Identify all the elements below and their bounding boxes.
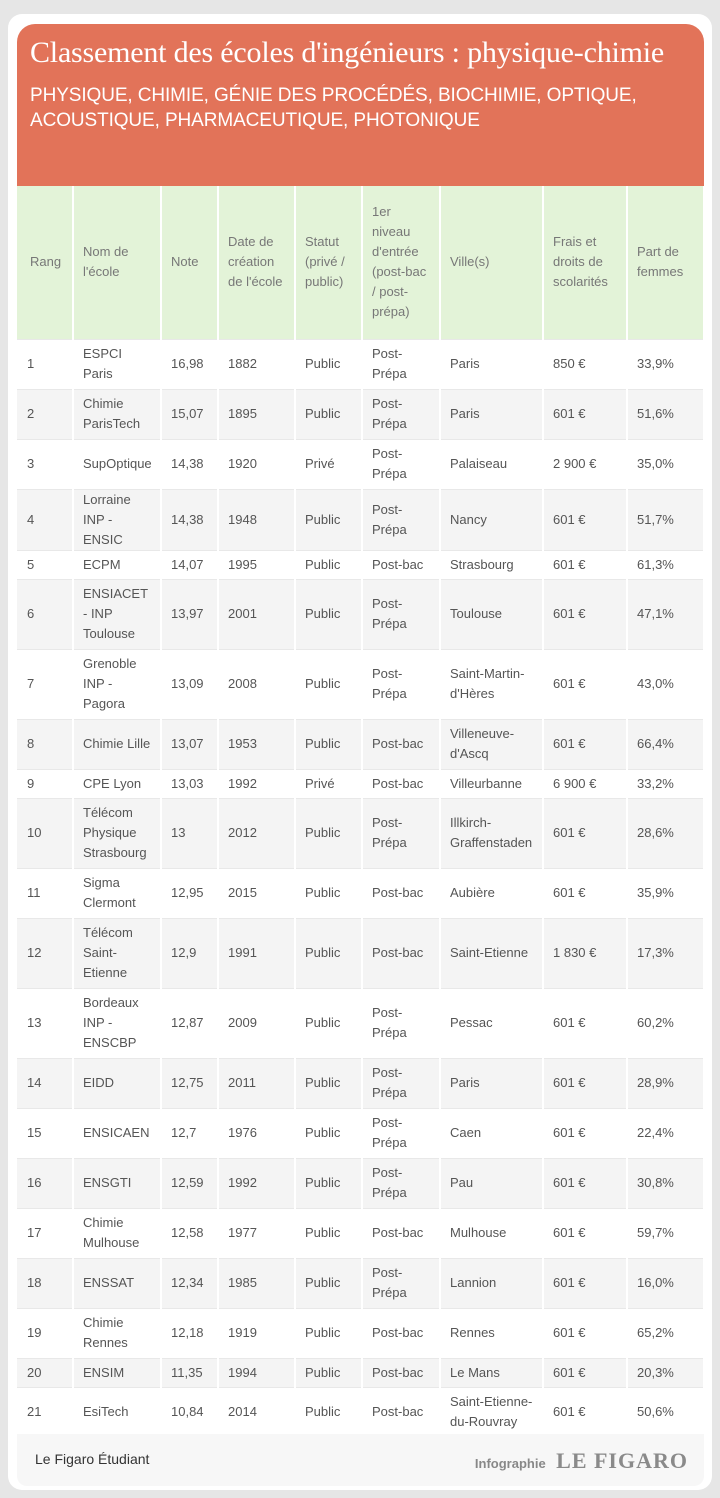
cell-date-creation: 1991 (218, 918, 295, 988)
cell-rang: 18 (17, 1258, 73, 1308)
cell-nom-ecole: Sigma Clermont (73, 868, 161, 918)
cell-statut: Public (295, 339, 362, 389)
cell-nom-ecole: EsiTech (73, 1387, 161, 1437)
cell-date-creation: 1948 (218, 489, 295, 550)
cell-part-femmes: 16,0% (627, 1258, 704, 1308)
cell-nom-ecole: Lorraine INP - ENSIC (73, 489, 161, 550)
cell-part-femmes: 35,9% (627, 868, 704, 918)
cell-note: 10,84 (161, 1387, 218, 1437)
cell-niveau-entree: Post-Prépa (362, 579, 440, 649)
cell-villes: Saint-Etienne-du-Rouvray (440, 1387, 543, 1437)
cell-note: 13 (161, 798, 218, 868)
cell-statut: Public (295, 868, 362, 918)
cell-rang: 16 (17, 1158, 73, 1208)
cell-part-femmes: 60,2% (627, 988, 704, 1058)
cell-rang: 11 (17, 868, 73, 918)
cell-frais: 601 € (543, 988, 627, 1058)
cell-statut: Public (295, 649, 362, 719)
cell-date-creation: 2015 (218, 868, 295, 918)
table-row (17, 1208, 704, 1258)
cell-date-creation: 1920 (218, 439, 295, 489)
cell-rang: 7 (17, 649, 73, 719)
cell-rang: 19 (17, 1308, 73, 1358)
cell-villes: Paris (440, 1058, 543, 1108)
credit-prefix: Infographie (474, 1456, 546, 1471)
cell-niveau-entree: Post-bac (362, 550, 440, 579)
cell-niveau-entree: Post-bac (362, 769, 440, 798)
cell-date-creation: 1977 (218, 1208, 295, 1258)
table-row (17, 868, 704, 918)
cell-niveau-entree: Post-Prépa (362, 339, 440, 389)
cell-frais: 2 900 € (543, 439, 627, 489)
cell-note: 13,03 (161, 769, 218, 798)
column-header-nom-ecole: Nom de l'école (73, 186, 161, 339)
cell-date-creation: 2011 (218, 1058, 295, 1108)
cell-note: 13,97 (161, 579, 218, 649)
cell-note: 14,07 (161, 550, 218, 579)
table-row (17, 339, 704, 389)
cell-rang: 6 (17, 579, 73, 649)
cell-rang: 2 (17, 389, 73, 439)
cell-rang: 14 (17, 1058, 73, 1108)
cell-note: 12,7 (161, 1108, 218, 1158)
cell-date-creation: 1919 (218, 1308, 295, 1358)
cell-rang: 21 (17, 1387, 73, 1437)
table-row (17, 1258, 704, 1308)
cell-frais: 601 € (543, 550, 627, 579)
cell-note: 12,95 (161, 868, 218, 918)
cell-villes: Mulhouse (440, 1208, 543, 1258)
cell-date-creation: 1992 (218, 769, 295, 798)
cell-villes: Lannion (440, 1258, 543, 1308)
cell-niveau-entree: Post-Prépa (362, 1108, 440, 1158)
cell-part-femmes: 65,2% (627, 1308, 704, 1358)
cell-villes: Illkirch-Graffenstaden (440, 798, 543, 868)
cell-niveau-entree: Post-Prépa (362, 988, 440, 1058)
cell-frais: 601 € (543, 389, 627, 439)
infographic-card (8, 14, 712, 1490)
cell-statut: Public (295, 1258, 362, 1308)
cell-statut: Public (295, 1308, 362, 1358)
table-header-row (17, 186, 704, 339)
cell-nom-ecole: Chimie ParisTech (73, 389, 161, 439)
cell-statut: Public (295, 798, 362, 868)
cell-niveau-entree: Post-bac (362, 1208, 440, 1258)
cell-niveau-entree: Post-Prépa (362, 489, 440, 550)
cell-statut: Public (295, 1158, 362, 1208)
cell-part-femmes: 28,9% (627, 1058, 704, 1108)
cell-niveau-entree: Post-bac (362, 719, 440, 769)
cell-note: 14,38 (161, 439, 218, 489)
ranking-table-container (17, 186, 704, 1437)
cell-note: 12,58 (161, 1208, 218, 1258)
cell-statut: Public (295, 988, 362, 1058)
cell-villes: Villeurbanne (440, 769, 543, 798)
cell-niveau-entree: Post-Prépa (362, 439, 440, 489)
cell-villes: Pessac (440, 988, 543, 1058)
table-row (17, 489, 704, 550)
cell-date-creation: 1985 (218, 1258, 295, 1308)
table-row (17, 798, 704, 868)
cell-villes: Le Mans (440, 1358, 543, 1387)
column-header-statut: Statut (privé / public) (295, 186, 362, 339)
cell-date-creation: 1882 (218, 339, 295, 389)
cell-frais: 601 € (543, 1358, 627, 1387)
cell-note: 12,9 (161, 918, 218, 988)
cell-niveau-entree: Post-Prépa (362, 389, 440, 439)
cell-nom-ecole: ENSGTI (73, 1158, 161, 1208)
table-row (17, 918, 704, 988)
source-label: Le Figaro Étudiant (35, 1451, 150, 1467)
cell-date-creation: 2012 (218, 798, 295, 868)
cell-villes: Rennes (440, 1308, 543, 1358)
cell-date-creation: 2008 (218, 649, 295, 719)
cell-nom-ecole: ECPM (73, 550, 161, 579)
cell-nom-ecole: ENSICAEN (73, 1108, 161, 1158)
cell-note: 16,98 (161, 339, 218, 389)
cell-note: 12,18 (161, 1308, 218, 1358)
page-subtitle: PHYSIQUE, CHIMIE, GÉNIE DES PROCÉDÉS, BIOCHIMIE, OPTIQUE, ACOUSTIQUE, PHARMACEUTIQUE, PHOTONIQUE (30, 85, 637, 131)
cell-niveau-entree: Post-bac (362, 918, 440, 988)
table-row (17, 439, 704, 489)
cell-statut: Public (295, 719, 362, 769)
cell-nom-ecole: Chimie Lille (73, 719, 161, 769)
table-row (17, 649, 704, 719)
cell-rang: 15 (17, 1108, 73, 1158)
cell-part-femmes: 28,6% (627, 798, 704, 868)
cell-statut: Public (295, 1058, 362, 1108)
cell-date-creation: 2009 (218, 988, 295, 1058)
cell-statut: Privé (295, 769, 362, 798)
cell-niveau-entree: Post-Prépa (362, 1158, 440, 1208)
cell-rang: 9 (17, 769, 73, 798)
cell-frais: 601 € (543, 1208, 627, 1258)
cell-rang: 12 (17, 918, 73, 988)
cell-nom-ecole: ENSIM (73, 1358, 161, 1387)
table-row (17, 1158, 704, 1208)
cell-note: 12,59 (161, 1158, 218, 1208)
column-header-rang: Rang (17, 186, 73, 339)
cell-date-creation: 2001 (218, 579, 295, 649)
cell-date-creation: 1953 (218, 719, 295, 769)
cell-rang: 4 (17, 489, 73, 550)
infographic-header (17, 24, 704, 186)
cell-villes: Toulouse (440, 579, 543, 649)
cell-note: 11,35 (161, 1358, 218, 1387)
table-row (17, 579, 704, 649)
cell-part-femmes: 35,0% (627, 439, 704, 489)
credit (475, 1448, 688, 1474)
cell-frais: 601 € (543, 798, 627, 868)
cell-villes: Aubière (440, 868, 543, 918)
cell-niveau-entree: Post-Prépa (362, 1058, 440, 1108)
cell-villes: Palaiseau (440, 439, 543, 489)
cell-part-femmes: 61,3% (627, 550, 704, 579)
cell-niveau-entree: Post-bac (362, 1358, 440, 1387)
cell-note: 15,07 (161, 389, 218, 439)
cell-statut: Public (295, 1108, 362, 1158)
cell-statut: Privé (295, 439, 362, 489)
cell-frais: 1 830 € (543, 918, 627, 988)
cell-part-femmes: 59,7% (627, 1208, 704, 1258)
cell-frais: 601 € (543, 868, 627, 918)
cell-statut: Public (295, 1358, 362, 1387)
cell-frais: 601 € (543, 1387, 627, 1437)
cell-note: 12,34 (161, 1258, 218, 1308)
cell-rang: 20 (17, 1358, 73, 1387)
cell-part-femmes: 43,0% (627, 649, 704, 719)
cell-note: 12,87 (161, 988, 218, 1058)
cell-rang: 17 (17, 1208, 73, 1258)
cell-statut: Public (295, 389, 362, 439)
cell-villes: Villeneuve-d'Ascq (440, 719, 543, 769)
cell-date-creation: 1992 (218, 1158, 295, 1208)
cell-niveau-entree: Post-Prépa (362, 1258, 440, 1308)
cell-villes: Pau (440, 1158, 543, 1208)
column-header-frais: Frais et droits de scolarités (543, 186, 627, 339)
table-row (17, 1358, 704, 1387)
cell-frais: 601 € (543, 579, 627, 649)
cell-rang: 10 (17, 798, 73, 868)
cell-villes: Paris (440, 339, 543, 389)
column-header-villes: Ville(s) (440, 186, 543, 339)
table-row (17, 389, 704, 439)
cell-frais: 601 € (543, 719, 627, 769)
cell-nom-ecole: CPE Lyon (73, 769, 161, 798)
cell-statut: Public (295, 918, 362, 988)
cell-part-femmes: 17,3% (627, 918, 704, 988)
cell-nom-ecole: ENSIACET - INP Toulouse (73, 579, 161, 649)
column-header-niveau-entree: 1er niveau d'entrée (post-bac / post-prépa) (362, 186, 440, 339)
cell-niveau-entree: Post-bac (362, 1308, 440, 1358)
cell-part-femmes: 33,2% (627, 769, 704, 798)
cell-villes: Saint-Etienne (440, 918, 543, 988)
cell-frais: 601 € (543, 1308, 627, 1358)
cell-frais: 850 € (543, 339, 627, 389)
column-header-date-creation: Date de création de l'école (218, 186, 295, 339)
cell-statut: Public (295, 579, 362, 649)
table-row (17, 1058, 704, 1108)
le-figaro-logo: LE FIGARO (556, 1448, 688, 1473)
cell-statut: Public (295, 1387, 362, 1437)
cell-note: 12,75 (161, 1058, 218, 1108)
cell-nom-ecole: Télécom Physique Strasbourg (73, 798, 161, 868)
cell-part-femmes: 47,1% (627, 579, 704, 649)
cell-nom-ecole: ESPCI Paris (73, 339, 161, 389)
cell-villes: Nancy (440, 489, 543, 550)
table-row (17, 1387, 704, 1437)
cell-nom-ecole: SupOptique (73, 439, 161, 489)
cell-rang: 1 (17, 339, 73, 389)
cell-rang: 13 (17, 988, 73, 1058)
cell-villes: Caen (440, 1108, 543, 1158)
cell-frais: 601 € (543, 1058, 627, 1108)
cell-part-femmes: 30,8% (627, 1158, 704, 1208)
cell-niveau-entree: Post-bac (362, 868, 440, 918)
cell-part-femmes: 22,4% (627, 1108, 704, 1158)
cell-frais: 601 € (543, 649, 627, 719)
cell-frais: 601 € (543, 489, 627, 550)
cell-part-femmes: 20,3% (627, 1358, 704, 1387)
cell-nom-ecole: ENSSAT (73, 1258, 161, 1308)
cell-rang: 5 (17, 550, 73, 579)
cell-rang: 8 (17, 719, 73, 769)
cell-part-femmes: 33,9% (627, 339, 704, 389)
cell-nom-ecole: Bordeaux INP - ENSCBP (73, 988, 161, 1058)
cell-nom-ecole: EIDD (73, 1058, 161, 1108)
cell-date-creation: 1895 (218, 389, 295, 439)
cell-nom-ecole: Grenoble INP - Pagora (73, 649, 161, 719)
table-row (17, 1308, 704, 1358)
cell-villes: Saint-Martin-d'Hères (440, 649, 543, 719)
cell-date-creation: 2014 (218, 1387, 295, 1437)
cell-niveau-entree: Post-bac (362, 1387, 440, 1437)
cell-niveau-entree: Post-Prépa (362, 798, 440, 868)
column-header-note: Note (161, 186, 218, 339)
cell-nom-ecole: Chimie Rennes (73, 1308, 161, 1358)
footer (17, 1434, 704, 1486)
cell-note: 13,07 (161, 719, 218, 769)
cell-nom-ecole: Télécom Saint-Etienne (73, 918, 161, 988)
cell-statut: Public (295, 550, 362, 579)
table-row (17, 769, 704, 798)
cell-villes: Strasbourg (440, 550, 543, 579)
cell-statut: Public (295, 1208, 362, 1258)
table-row (17, 719, 704, 769)
cell-part-femmes: 51,6% (627, 389, 704, 439)
table-row (17, 550, 704, 579)
cell-part-femmes: 66,4% (627, 719, 704, 769)
cell-statut: Public (295, 489, 362, 550)
cell-part-femmes: 50,6% (627, 1387, 704, 1437)
ranking-table (17, 186, 705, 1437)
cell-rang: 3 (17, 439, 73, 489)
cell-frais: 601 € (543, 1108, 627, 1158)
cell-date-creation: 1976 (218, 1108, 295, 1158)
table-body (17, 339, 704, 1437)
column-header-part-femmes: Part de femmes (627, 186, 704, 339)
table-row (17, 1108, 704, 1158)
page-title: Classement des écoles d'ingénieurs : physique-chimie (30, 36, 665, 69)
cell-frais: 601 € (543, 1158, 627, 1208)
table-row (17, 988, 704, 1058)
cell-date-creation: 1995 (218, 550, 295, 579)
cell-part-femmes: 51,7% (627, 489, 704, 550)
cell-nom-ecole: Chimie Mulhouse (73, 1208, 161, 1258)
cell-frais: 6 900 € (543, 769, 627, 798)
cell-frais: 601 € (543, 1258, 627, 1308)
cell-date-creation: 1994 (218, 1358, 295, 1387)
cell-note: 14,38 (161, 489, 218, 550)
cell-villes: Paris (440, 389, 543, 439)
cell-niveau-entree: Post-Prépa (362, 649, 440, 719)
cell-note: 13,09 (161, 649, 218, 719)
